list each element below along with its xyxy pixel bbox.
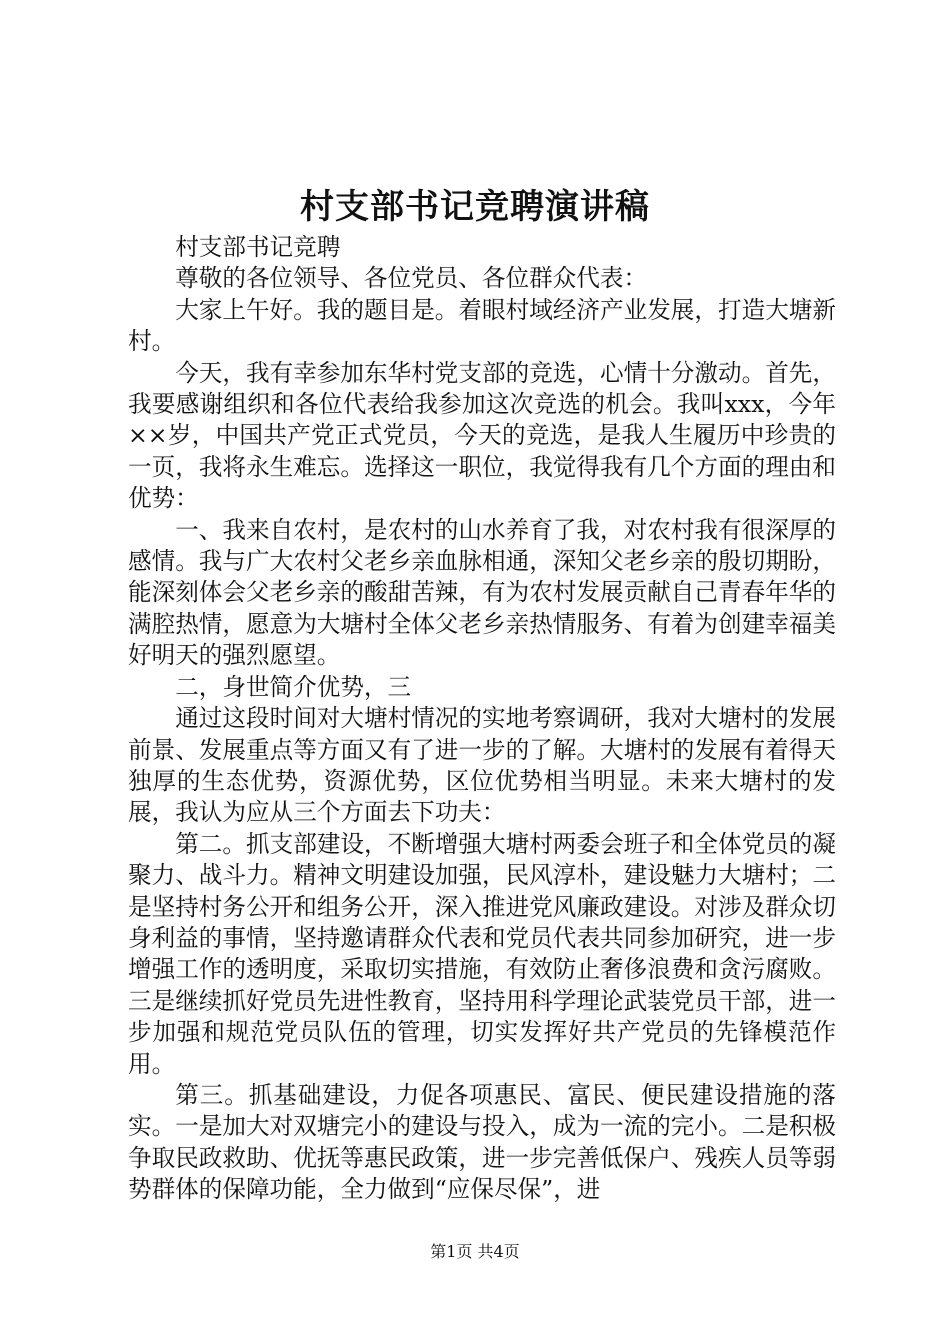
- paragraph: 二，身世简介优势，三: [175, 672, 412, 701]
- paragraph: 村支部书记竞聘: [175, 233, 341, 261]
- paragraph: 第二。抓支部建设，不断增强大塘村两委会班子和全体党员的凝聚力、战斗力。精神文明建设加强，民风淳朴，建设魅力大塘村；二是坚持村务公开和组务公开，深入推进党风廉政建设。对涉及群众切身利益的事情，坚持邀请群众代表和党员代表共同参加研究，进一步增强工作的透明度，采取切实措施，有效防止奢侈浪费和贪污腐败。三是继续抓好党员先进性教育，坚持用科学理论武装党员干部，进一步加强和规范党员队伍的管理，切实发挥好共产党员的先锋模范作用。: [128, 829, 836, 1078]
- paragraph: 今天，我有幸参加东华村党支部的竞选，心情十分激动。首先，我要感谢组织和各位代表给我参加这次竞选的机会。我叫xxx，今年××岁，中国共产党正式党员，今天的竞选，是我人生履历中珍贵的一页，我将永生难忘。选择这一职位，我觉得我有几个方面的理由和优势：: [128, 358, 836, 513]
- paragraph: 大家上午好。我的题目是。着眼村域经济产业发展，打造大塘新村。: [128, 295, 836, 356]
- page-number-footer: 第1页 共4页: [430, 1242, 520, 1261]
- document-title: 村支部书记竞聘演讲稿: [300, 187, 650, 227]
- document-body: [128, 232, 836, 1206]
- paragraph: 第三。抓基础建设，力促各项惠民、富民、便民建设措施的落实。一是加大对双塘完小的建设与投入，成为一流的完小。二是积极争取民政救助、优抚等惠民政策，进一步完善低保户、残疾人员等弱势群体的保障功能，全力做到“应保尽保”，进: [128, 1080, 836, 1204]
- paragraph: 通过这段时间对大塘村情况的实地考察调研，我对大塘村的发展前景、发展重点等方面又有了进一步的了解。大塘村的发展有着得天独厚的生态优势，资源优势，区位优势相当明显。未来大塘村的发展，我认为应从三个方面去下功夫：: [128, 704, 836, 827]
- paragraph: 一、我来自农村，是农村的山水养育了我，对农村我有很深厚的感情。我与广大农村父老乡亲血脉相通，深知父老乡亲的殷切期盼，能深刻体会父老乡亲的酸甜苦辣，有为农村发展贡献自己青春年华的满腔热情，愿意为大塘村全体父老乡亲热情服务、有着为创建幸福美好明天的强烈愿望。: [128, 515, 836, 670]
- paragraph: 尊敬的各位领导、各位党员、各位群众代表：: [175, 264, 648, 293]
